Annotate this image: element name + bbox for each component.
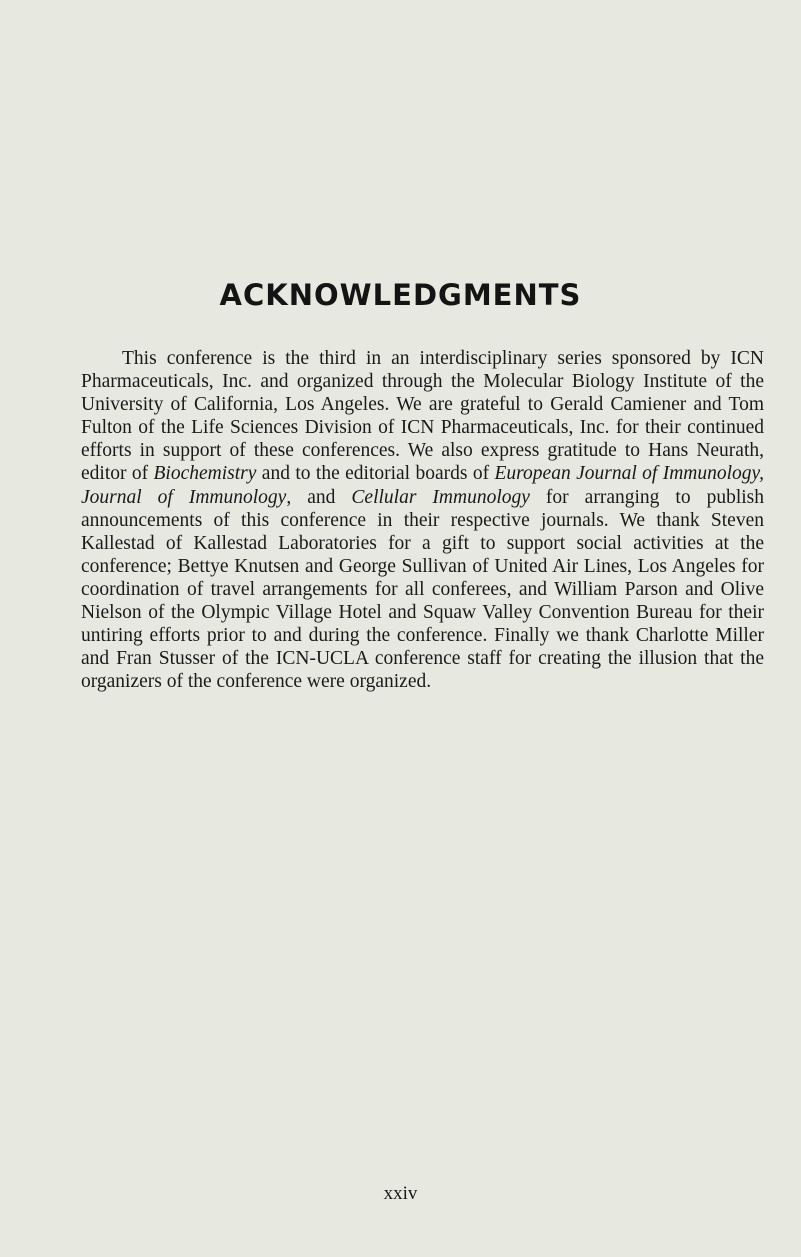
page-number: xxiv xyxy=(383,1183,418,1204)
acknowledgments-paragraph xyxy=(81,347,764,693)
journal-title-immunology: Journal of Immunology xyxy=(81,486,287,508)
journal-title-biochemistry: Biochemistry xyxy=(153,463,257,485)
paragraph-text-4: for arranging to publish announcements of this conference in their respective journals. We thank Steven Kallestad of Kallestad Laboratories for a gift to support social activities at the conference; Bettye Knutsen and George Sullivan of United Air Lines, Los Angeles for coordination of travel arrangements for all conferees, and William Parson and Olive Nielson of the Olympic Village Hotel and Squaw Valley Convention Bureau for their untiring efforts prior to and during the conference. Finally we thank Charlotte Miller and Fran Stusser of the ICN-UCLA conference staff for creating the illusion that the organizers of the conference were organized. xyxy=(81,486,765,693)
paragraph-text-1: This conference is the third in an interdisciplinary series sponsored by ICN Pharmaceuticals, Inc. and organized through the Molecular Biology Institute of the University of California, Los Angeles. We are grateful to Gerald Camiener and Tom Fulton of the Life Sciences Division of ICN Pharmaceuticals, Inc. for their continued efforts in support of these conferences. We also express gratitude to Hans Neurath, editor of xyxy=(81,348,764,485)
journal-separator: , xyxy=(759,463,764,485)
paragraph-text-3: , and xyxy=(286,486,352,508)
paragraph-text-2: and to the editorial boards of xyxy=(256,463,495,485)
page-title: ACKNOWLEDGMENTS xyxy=(219,278,582,312)
journal-title-cellular-immunology: Cellular Immunology xyxy=(351,486,530,508)
journal-title-european-immunology: European Journal of Immunology xyxy=(494,463,760,485)
